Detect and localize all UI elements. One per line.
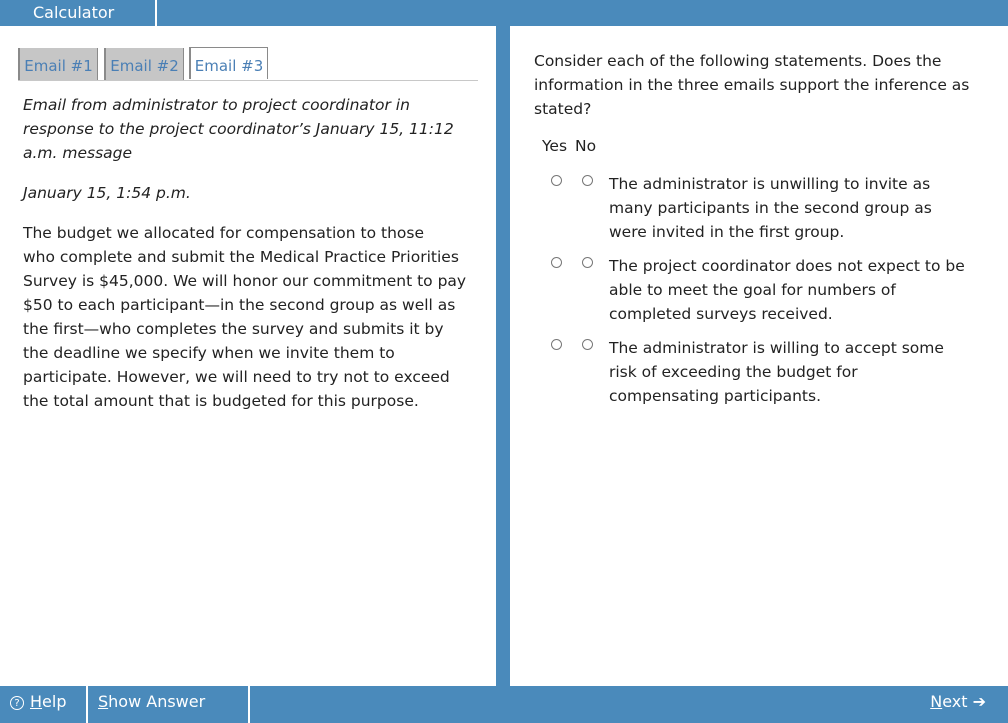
email-tabs (18, 47, 478, 81)
no-radio[interactable] (582, 257, 593, 268)
right-pane (510, 26, 1008, 686)
question-prompt (534, 49, 994, 121)
no-radio[interactable] (582, 339, 593, 350)
tab-email-3[interactable]: Email #3 (189, 47, 268, 79)
question-circle-icon: ? (10, 696, 24, 710)
show-answer-label: how Answer (108, 692, 206, 711)
help-button[interactable] (0, 686, 88, 723)
no-radio[interactable] (582, 175, 593, 186)
no-column-label: No (575, 137, 597, 155)
email-header (23, 93, 481, 165)
show-answer-mnemonic: S (98, 692, 109, 711)
prompt-line: information in the three emails support the inference as (534, 76, 970, 94)
statement-line: risk of exceeding the budget for (609, 363, 858, 381)
email-body-line: $50 to each participant—in the second group as well as (23, 296, 456, 314)
email-body-line: the deadline we specify when we invite them to (23, 344, 395, 362)
statement-line: The administrator is willing to accept some (609, 339, 944, 357)
yes-column-label: Yes (542, 137, 568, 155)
help-mnemonic: H (30, 692, 43, 711)
yes-radio[interactable] (551, 257, 562, 268)
statement-line: The administrator is unwilling to invite as (609, 175, 931, 193)
yes-radio[interactable] (551, 175, 562, 186)
email-body-line: The budget we allocated for compensation to those (23, 224, 424, 242)
statement-text (609, 172, 989, 244)
email-body-line: Survey is $45,000. We will honor our commitment to pay (23, 272, 467, 290)
email-header-line: response to the project coordinator’s January 15, 11:12 (23, 120, 454, 138)
statement-text (609, 254, 989, 326)
tab-email-1[interactable]: Email #1 (18, 48, 98, 80)
statement-line: The project coordinator does not expect to be (609, 257, 965, 275)
bottom-toolbar (0, 686, 1008, 723)
arrow-right-icon: ➔ (972, 692, 986, 711)
yes-radio[interactable] (551, 339, 562, 350)
statement-line: compensating participants. (609, 387, 822, 405)
statement-line: able to meet the goal for numbers of (609, 281, 896, 299)
yes-no-header (542, 137, 604, 155)
help-label: elp (42, 692, 67, 711)
email-body-line: the total amount that is budgeted for this purpose. (23, 392, 419, 410)
statement-line: were invited in the first group. (609, 223, 845, 241)
email-body-line: participate. However, we will need to try not to exceed (23, 368, 450, 386)
next-mnemonic: N (930, 692, 943, 711)
tab-email-2[interactable]: Email #2 (104, 48, 184, 80)
next-button[interactable] (906, 686, 986, 723)
email-body (23, 221, 481, 413)
email-header-line: Email from administrator to project coordinator in (23, 96, 410, 114)
next-label: ext (942, 692, 968, 711)
statement-line: completed surveys received. (609, 305, 833, 323)
top-toolbar (0, 0, 1008, 26)
email-header-line: a.m. message (23, 144, 133, 162)
email-date: January 15, 1:54 p.m. (23, 184, 191, 202)
left-pane (0, 26, 496, 686)
show-answer-button[interactable] (88, 686, 250, 723)
email-body-line: who complete and submit the Medical Practice Priorities (23, 248, 459, 266)
prompt-line: Consider each of the following statements. Does the (534, 52, 942, 70)
statement-line: many participants in the second group as (609, 199, 932, 217)
calculator-button[interactable]: Calculator (0, 0, 157, 26)
statement-text (609, 336, 989, 408)
prompt-line: stated? (534, 100, 592, 118)
email-body-line: the first—who completes the survey and submits it by (23, 320, 444, 338)
